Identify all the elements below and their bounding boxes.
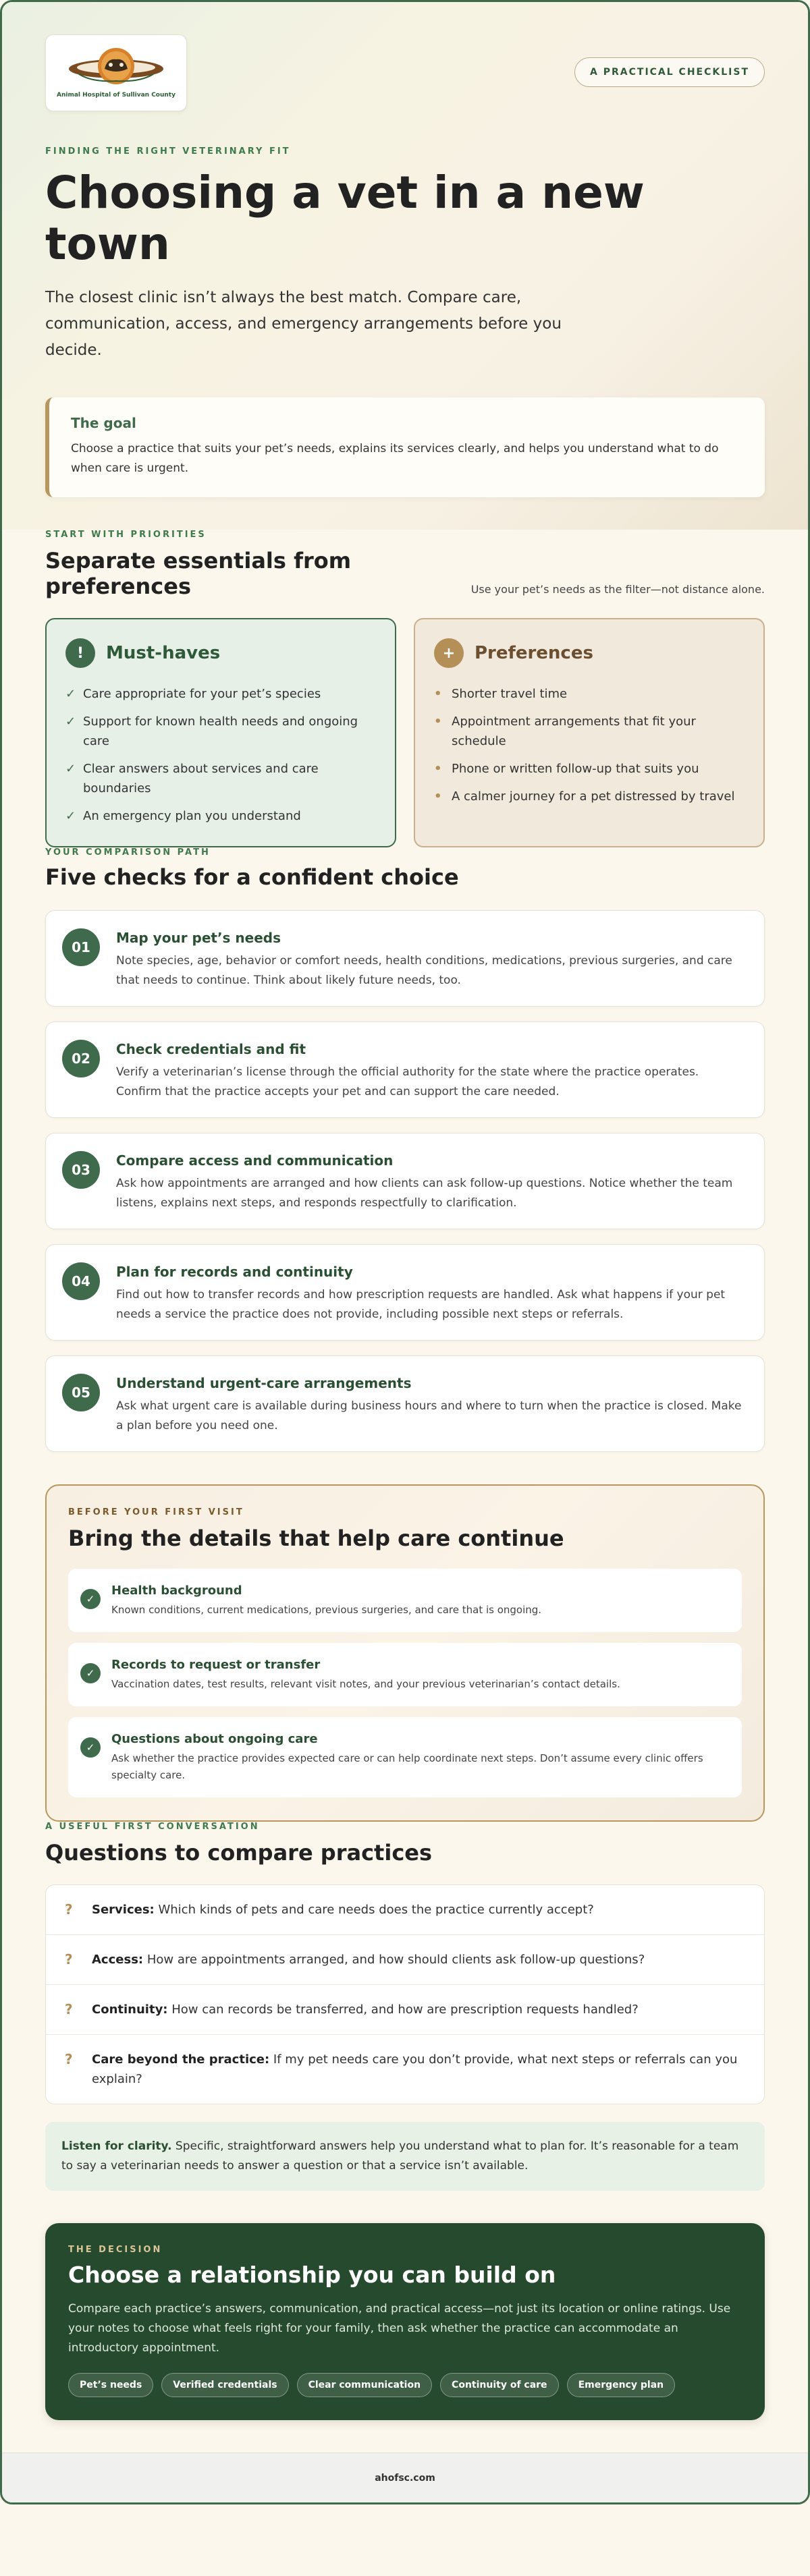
comparison-path-section xyxy=(2,847,808,1452)
before-item-text: Vaccination dates, test results, relevant visit notes, and your previous veterinarian’s contact details. xyxy=(111,1678,620,1690)
bullet-icon: • xyxy=(434,687,442,701)
preferences-list xyxy=(434,684,746,806)
decision-text: Compare each practice’s answers, communication, and practical access—not just its location or online ratings. Use your notes to choose what feels right for your family, then ask whether the practice can accommodate an introductory appointment. xyxy=(68,2302,731,2355)
before-title: Bring the details that help care continue xyxy=(68,1525,564,1551)
before-items xyxy=(68,1569,742,1797)
goal-title: The goal xyxy=(71,415,136,431)
list-item-text: Phone or written follow-up that suits you xyxy=(452,762,699,776)
list-item-text: A calmer journey for a pet distressed by travel xyxy=(452,789,735,804)
step-number: 01 xyxy=(62,928,100,966)
question-mark-icon: ? xyxy=(65,1951,73,1967)
step-text: Ask how appointments are arranged and how clients can ask follow-up questions. Notice whether the team listens, explains next steps, and responds respectfully to clarification. xyxy=(116,1177,733,1210)
chip: Pet’s needs xyxy=(68,2373,153,2397)
list-item xyxy=(65,712,377,751)
preferences-header xyxy=(434,638,746,668)
priorities-section xyxy=(2,530,808,847)
question-label: Continuity: xyxy=(92,2003,168,2017)
list-item-text: Care appropriate for your pet’s species xyxy=(83,687,321,701)
list-item-text: Shorter travel time xyxy=(452,687,568,701)
before-visit-card xyxy=(45,1484,765,1822)
before-item-text: Ask whether the practice provides expected care or can help coordinate next steps. Don’t assume every clinic offers specialty care. xyxy=(111,1752,703,1781)
decision-chips xyxy=(68,2373,742,2397)
must-haves-list xyxy=(65,684,377,826)
list-item xyxy=(434,787,746,806)
list-item xyxy=(434,712,746,751)
checkmark-icon: ✓ xyxy=(80,1589,101,1609)
chip: Verified credentials xyxy=(161,2373,288,2397)
footer-domain-link[interactable]: ahofsc.com xyxy=(375,2472,435,2484)
step-card xyxy=(45,1355,765,1452)
checkmark-icon: ✓ xyxy=(80,1663,101,1683)
chip: Emergency plan xyxy=(567,2373,676,2397)
checkmark-icon: ✓ xyxy=(65,715,76,729)
checkmark-icon: ✓ xyxy=(65,809,76,823)
question-text: How are appointments arranged, and how should clients ask follow-up questions? xyxy=(143,1953,645,1967)
questions-section xyxy=(2,1822,808,2191)
steps-list xyxy=(45,910,765,1452)
questions-title: Questions to compare practices xyxy=(45,1840,433,1866)
questions-eyebrow: A USEFUL FIRST CONVERSATION xyxy=(45,1822,260,1832)
step-text: Note species, age, behavior or comfort needs, health conditions, medications, previous surgeries, and care that needs to continue. Think about likely future needs, too. xyxy=(116,954,732,987)
preferences-card xyxy=(414,618,765,847)
clarity-callout xyxy=(45,2122,765,2191)
priorities-title: Separate essentials from preferences xyxy=(45,548,352,599)
before-item-title: Records to request or transfer xyxy=(111,1658,321,1672)
before-item xyxy=(68,1569,742,1632)
question-mark-icon: ? xyxy=(65,1901,73,1917)
before-item-title: Health background xyxy=(111,1584,242,1598)
page-title: Choosing a vet in a new town xyxy=(45,167,645,270)
list-item xyxy=(65,759,377,798)
list-item-text: Appointment arrangements that fit your schedule xyxy=(452,715,696,748)
footer xyxy=(2,2453,808,2502)
question-label: Care beyond the practice: xyxy=(92,2052,270,2067)
question-label: Services: xyxy=(92,1903,155,1917)
before-item xyxy=(68,1717,742,1797)
step-number: 04 xyxy=(62,1262,100,1300)
question-row xyxy=(46,2035,764,2104)
decision-title: Choose a relationship you can build on xyxy=(68,2262,556,2288)
hero-top-bar xyxy=(45,34,765,113)
question-text: Which kinds of pets and care needs does the practice currently accept? xyxy=(154,1903,594,1917)
must-haves-card xyxy=(45,618,396,847)
must-haves-title: Must-haves xyxy=(106,643,221,663)
path-title: Five checks for a confident choice xyxy=(45,864,459,890)
question-row xyxy=(46,1935,764,1985)
clarity-text: Specific, straightforward answers help you understand what to plan for. It’s reasonable for a team to say a veterinarian needs to answer a question or that a service isn’t available. xyxy=(61,2139,739,2173)
step-number: 03 xyxy=(62,1151,100,1189)
logo[interactable] xyxy=(45,34,187,111)
list-item-text: An emergency plan you understand xyxy=(83,809,301,823)
step-number: 05 xyxy=(62,1374,100,1411)
checkmark-icon: ✓ xyxy=(65,762,76,776)
step-number: 02 xyxy=(62,1040,100,1077)
question-row xyxy=(46,1985,764,2035)
before-eyebrow: BEFORE YOUR FIRST VISIT xyxy=(68,1507,244,1517)
step-card xyxy=(45,1133,765,1229)
bullet-icon: • xyxy=(434,715,442,729)
step-title: Compare access and communication xyxy=(116,1152,394,1169)
list-item xyxy=(434,684,746,704)
checkmark-icon: ✓ xyxy=(80,1737,101,1758)
before-item-text: Known conditions, current medications, previous surgeries, and care that is ongoing. xyxy=(111,1604,542,1616)
list-item-text: Clear answers about services and care boundaries xyxy=(83,762,319,795)
hero-lede: The closest clinic isn’t always the best match. Compare care, communication, access, and emergency arrangements before you decide. xyxy=(45,289,562,359)
hero xyxy=(2,2,808,530)
preferences-title: Preferences xyxy=(475,643,593,663)
priorities-columns xyxy=(45,618,765,847)
bullet-icon: • xyxy=(434,789,442,804)
step-title: Map your pet’s needs xyxy=(116,930,281,946)
clarity-label: Listen for clarity. xyxy=(61,2139,172,2153)
before-visit-section xyxy=(2,1467,808,1822)
question-label: Access: xyxy=(92,1953,144,1967)
question-text: If my pet needs care you don’t provide, what next steps or referrals can you explain? xyxy=(92,2052,738,2086)
step-title: Check credentials and fit xyxy=(116,1041,306,1057)
path-eyebrow: YOUR COMPARISON PATH xyxy=(45,847,211,858)
chip: Continuity of care xyxy=(440,2373,559,2397)
step-text: Ask what urgent care is available during business hours and where to turn when the practice is closed. Make a plan before you need one. xyxy=(116,1399,742,1432)
bullet-icon: • xyxy=(434,762,442,776)
question-row xyxy=(46,1885,764,1935)
decision-card xyxy=(45,2223,765,2420)
question-mark-icon: ? xyxy=(65,2001,73,2017)
step-text: Find out how to transfer records and how prescription requests are handled. Ask what happens if your pet needs a service the practice does not provide, including possible next steps or referrals. xyxy=(116,1288,726,1321)
goal-text: Choose a practice that suits your pet’s needs, explains its services clearly, and helps you understand what to do when care is urgent. xyxy=(71,442,719,475)
list-item xyxy=(65,684,377,704)
step-card xyxy=(45,1021,765,1118)
decision-eyebrow: THE DECISION xyxy=(68,2245,163,2255)
step-title: Understand urgent-care arrangements xyxy=(116,1375,412,1391)
step-card xyxy=(45,910,765,1007)
priorities-note: Use your pet’s needs as the filter—not distance alone. xyxy=(470,583,765,596)
chip: Clear communication xyxy=(297,2373,432,2397)
logo-text: Animal Hospital of Sullivan County xyxy=(57,92,176,99)
priorities-eyebrow: START WITH PRIORITIES xyxy=(45,530,207,540)
step-title: Plan for records and continuity xyxy=(116,1264,353,1280)
hero-eyebrow: FINDING THE RIGHT VETERINARY FIT xyxy=(45,146,291,157)
must-haves-header xyxy=(65,638,377,668)
priorities-header xyxy=(45,540,765,599)
step-text: Verify a veterinarian’s license through the official authority for the state where the practice operates. Confirm that the practice accepts your pet and can support the care needed. xyxy=(116,1065,699,1098)
step-card xyxy=(45,1244,765,1341)
list-item xyxy=(65,806,377,826)
decision-section xyxy=(2,2191,808,2453)
question-mark-icon: ? xyxy=(65,2051,73,2067)
checkmark-icon: ✓ xyxy=(65,687,76,701)
list-item xyxy=(434,759,746,779)
list-item-text: Support for known health needs and ongoing care xyxy=(83,715,358,748)
question-text: How can records be transferred, and how are prescription requests handled? xyxy=(167,2003,639,2017)
goal-card xyxy=(45,397,765,497)
animal-hospital-logo-icon xyxy=(65,47,167,89)
questions-list xyxy=(45,1884,765,2104)
before-item-title: Questions about ongoing care xyxy=(111,1732,318,1746)
before-item xyxy=(68,1643,742,1706)
exclamation-icon: ! xyxy=(65,638,95,668)
plus-icon: + xyxy=(434,638,464,668)
checklist-pill: A PRACTICAL CHECKLIST xyxy=(574,57,765,87)
